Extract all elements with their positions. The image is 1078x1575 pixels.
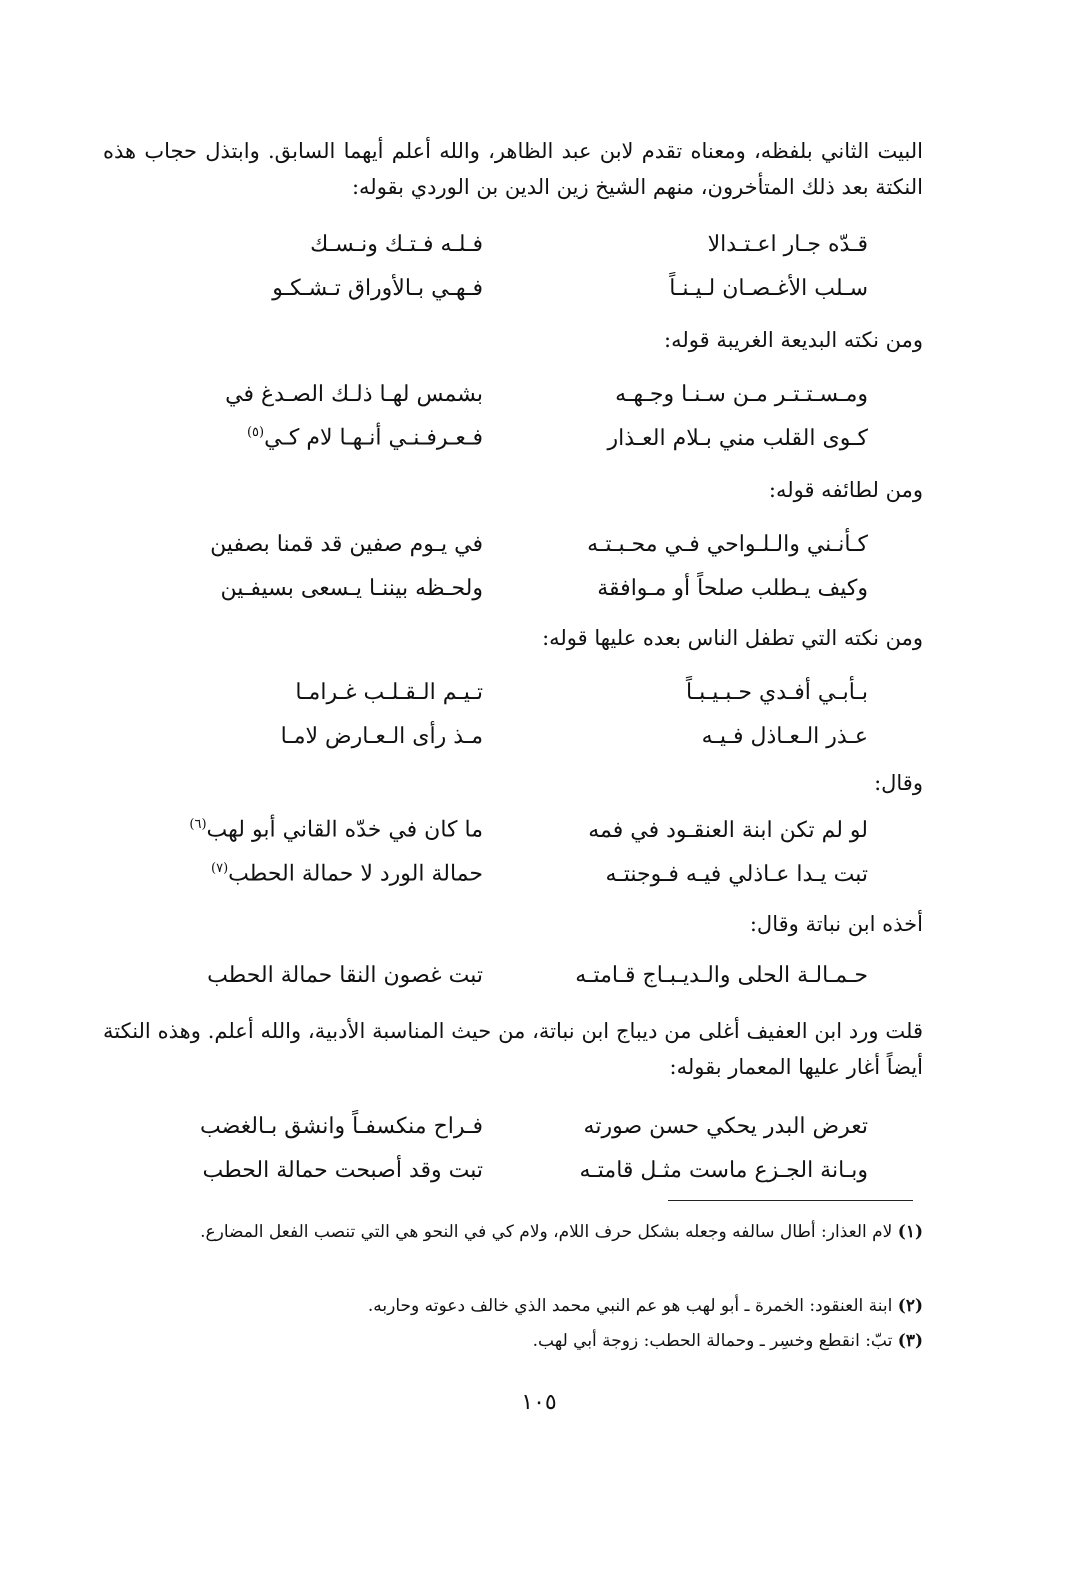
hemistich-first: ومـسـتـتـر مـن سـنـا وجـهـه [615, 381, 868, 407]
hemistich-second: تـيـم الـقـلـب غـرامـا [295, 679, 483, 705]
hemistich-second: فـراح منكسفـاً وانشق بـالغضب [200, 1113, 483, 1139]
hemistich-first: وبـانة الجـزع ماست مثـل قامتـه [579, 1157, 868, 1183]
hemistich-second: في يـوم صفين قد قمنا بصفين [210, 531, 483, 557]
hemistich-second: مـذ رأى الـعـارض لامـا [280, 723, 483, 749]
verse-line [158, 953, 868, 997]
verse-line [158, 714, 868, 758]
hemistich-first: بـأبـي أفـدي حـبـيـبـاً [685, 679, 868, 705]
verse-block-7 [158, 1104, 868, 1192]
note-ref: (٦) [189, 817, 207, 833]
note-ref: (٧) [211, 861, 229, 877]
hemistich-text: فـعـرفـنـي أنـهـا لام كـي [264, 425, 483, 451]
hemistich-first: كـأنـني والـلـواحي فـي محـبـتـه [587, 531, 868, 557]
verse-line [158, 372, 868, 416]
hemistich-first: عـذر الـعـاذل فـيـه [701, 723, 868, 749]
footnote-3 [103, 1327, 923, 1355]
footnote-1 [103, 1218, 923, 1246]
footnote-number: (٣) [897, 1331, 923, 1351]
verse-line [158, 222, 868, 266]
hemistich-text: حمالة الورد لا حمالة الحطب [228, 861, 483, 887]
verse-intro-2: ومن لطائفه قوله: [768, 478, 923, 502]
hemistich-second: تبت غصون النقا حمالة الحطب [207, 962, 483, 988]
hemistich-second: تبت وقد أصبحت حمالة الحطب [202, 1157, 483, 1183]
hemistich-second [158, 425, 483, 450]
verse-line [158, 522, 868, 566]
footnote-number: (٢) [897, 1296, 923, 1316]
verse-line [158, 808, 868, 852]
verse-block-3 [158, 522, 868, 610]
page-number: ١٠٥ [521, 1390, 557, 1415]
verse-line [158, 852, 868, 896]
hemistich-first: تعرض البدر يحكي حسن صورته [583, 1113, 868, 1139]
verse-block-2 [158, 372, 868, 460]
verse-intro-5: أخذه ابن نباتة وقال: [749, 912, 923, 936]
note-ref: (٥) [246, 425, 265, 441]
hemistich-second: فـهـي بـالأوراق تـشـكـو [272, 275, 483, 301]
hemistich-first: تبت يـدا عـاذلي فيـه فـوجنتـه [605, 861, 868, 887]
verse-line [158, 670, 868, 714]
verse-intro-3: ومن نكته التي تطفل الناس بعده عليها قوله: [542, 626, 923, 650]
hemistich-text: ما كان في خدّه القاني أبو لهب [206, 817, 483, 843]
verse-block-5 [158, 808, 868, 896]
paragraph-2: قلت ورد ابن العفيف أغلى من ديباج ابن نباتة، من حيث المناسبة الأدبية، والله أعلم. وهذه النكتة أيضاً أغار عليها المعمار بقوله: [103, 1019, 923, 1079]
hemistich-second [158, 817, 483, 842]
footnote-text: تبّ: انقطع وخسِر ـ وحمالة الحطب: زوجة أبي لهب. [532, 1331, 893, 1351]
hemistich-second [158, 861, 483, 886]
verse-line [158, 1104, 868, 1148]
footnote-text: لام العذار: أطال سالفه وجعله بشكل حرف اللام، ولام كي في النحو هي التي تنصب الفعل المضارع. [200, 1222, 893, 1242]
verse-block-1 [158, 222, 868, 310]
hemistich-second: ولحـظه بيننـا يـسعى بسيفـين [220, 575, 483, 601]
footnote-2 [103, 1292, 923, 1320]
verse-block-4 [158, 670, 868, 758]
verse-block-6 [158, 953, 868, 997]
hemistich-second: فـلـه فـتـك ونـسـك [310, 231, 483, 257]
verse-line [158, 416, 868, 460]
verse-line [158, 566, 868, 610]
hemistich-first: قـدّه جـار اعـتـدالا [707, 231, 868, 257]
hemistich-first: وكيف يـطلب صلحاً أو مـوافقة [597, 575, 868, 601]
verse-line [158, 266, 868, 310]
verse-intro-1: ومن نكته البديعة الغريبة قوله: [664, 328, 923, 352]
hemistich-first: لو لم تكن ابنة العنقـود في فمه [588, 817, 868, 843]
hemistich-second: بشمس لهـا ذلـك الصـدغ في [225, 381, 483, 407]
footnote-text: ابنة العنقود: الخمرة ـ أبو لهب هو عم النبي محمد الذي خالف دعوته وحاربه. [367, 1296, 893, 1316]
hemistich-first: كـوى القلب مني بـلام العـذار [607, 425, 868, 451]
hemistich-first: سـلب الأغـصـان لـيـنـاً [669, 275, 868, 301]
footnote-divider [668, 1200, 913, 1201]
footnote-number: (١) [897, 1222, 923, 1242]
hemistich-first: حـمـالـة الحلى والـديـبـاج قـامتـه [575, 962, 868, 988]
paragraph-1: البيت الثاني بلفظه، ومعناه تقدم لابن عبد الظاهر، والله أعلم أيهما السابق. وابتذل حجاب هذه النكتة بعد ذلك المتأخرون، منهم الشيخ زين الدين بن الوردي بقوله: [103, 139, 923, 199]
verse-line [158, 1148, 868, 1192]
verse-intro-4: وقال: [874, 771, 923, 795]
